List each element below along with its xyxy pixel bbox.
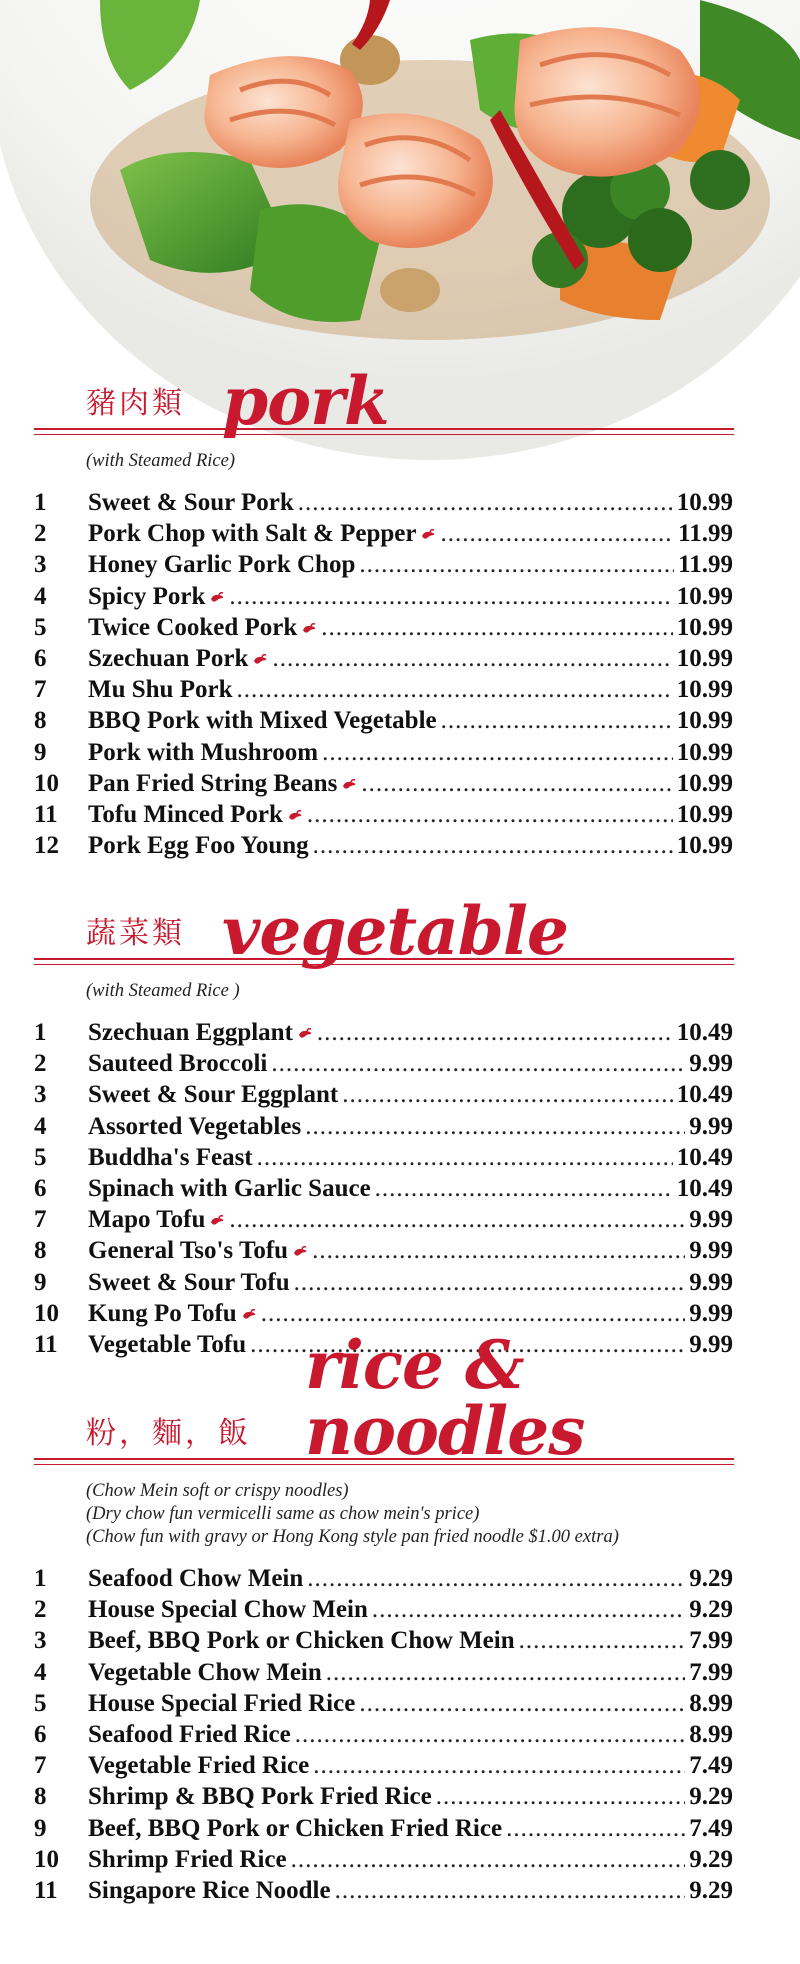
dot-leader xyxy=(359,1690,685,1718)
menu-item xyxy=(0,1079,800,1110)
dot-leader xyxy=(313,1752,685,1780)
chili-pepper-icon xyxy=(209,583,225,595)
item-number: 10 xyxy=(34,1845,59,1873)
item-number: 2 xyxy=(34,1596,47,1624)
item-price: 9.99 xyxy=(689,1330,733,1358)
item-number: 11 xyxy=(34,1876,58,1904)
item-price: 9.99 xyxy=(689,1237,733,1265)
item-line xyxy=(88,1144,733,1172)
item-line xyxy=(88,707,733,735)
menu-item xyxy=(0,1017,800,1048)
menu-item xyxy=(0,1750,800,1781)
dot-leader xyxy=(305,1113,685,1141)
item-number: 4 xyxy=(34,1112,47,1140)
item-number: 4 xyxy=(34,582,47,610)
item-price: 10.99 xyxy=(676,489,733,516)
menu-item xyxy=(0,799,800,830)
item-number: 10 xyxy=(34,769,59,797)
item-line xyxy=(88,1690,733,1718)
item-line xyxy=(88,520,733,548)
item-number: 6 xyxy=(34,644,47,672)
chili-pepper-icon xyxy=(301,614,317,626)
item-number: 7 xyxy=(34,676,47,704)
item-name: Szechuan Eggplant xyxy=(88,1019,293,1046)
item-price: 7.49 xyxy=(689,1814,733,1842)
menu-section-vegetable xyxy=(0,890,800,1360)
item-line xyxy=(88,1565,733,1593)
item-number: 11 xyxy=(34,1330,58,1358)
dot-leader xyxy=(261,1300,686,1328)
item-number: 12 xyxy=(34,832,59,860)
item-line xyxy=(88,1877,733,1905)
dot-leader xyxy=(272,645,672,673)
chili-pepper-icon xyxy=(287,801,303,813)
item-price: 10.99 xyxy=(676,613,733,641)
item-number: 8 xyxy=(34,1237,47,1265)
item-name: Pan Fried String Beans xyxy=(88,769,338,797)
item-price: 10.99 xyxy=(676,707,733,735)
item-number: 10 xyxy=(34,1299,59,1327)
item-line xyxy=(88,1050,733,1078)
item-name: Kung Po Tofu xyxy=(88,1299,237,1327)
item-number: 1 xyxy=(34,1565,47,1592)
item-price: 11.99 xyxy=(678,551,733,579)
item-price: 10.99 xyxy=(676,738,733,766)
dot-leader xyxy=(361,770,672,798)
section-title-english: pork xyxy=(222,362,389,440)
menu-item-list xyxy=(0,1563,800,1906)
dot-leader xyxy=(257,1144,673,1172)
item-line xyxy=(88,583,733,611)
item-line xyxy=(88,1081,733,1109)
menu-item xyxy=(0,830,800,861)
item-line xyxy=(88,1783,733,1811)
item-price: 7.99 xyxy=(689,1627,733,1655)
menu-item xyxy=(0,768,800,799)
dot-leader xyxy=(326,1659,685,1687)
item-name: Pork Chop with Salt & Pepper xyxy=(88,520,417,548)
item-number: 4 xyxy=(34,1658,47,1686)
item-name: Vegetable Chow Mein xyxy=(88,1658,322,1686)
item-name: Beef, BBQ Pork or Chicken Fried Rice xyxy=(88,1814,503,1842)
menu-item-list xyxy=(0,1017,800,1360)
menu-item xyxy=(0,1142,800,1173)
section-note: (with Steamed Rice ) xyxy=(86,981,240,1001)
menu-item xyxy=(0,581,800,612)
menu-item xyxy=(0,1111,800,1142)
item-number: 9 xyxy=(34,738,47,766)
item-name: Seafood Fried Rice xyxy=(88,1720,291,1748)
dot-leader xyxy=(317,1019,673,1047)
dot-leader xyxy=(313,832,673,860)
item-line xyxy=(88,614,733,642)
menu-item xyxy=(0,1173,800,1204)
item-number: 5 xyxy=(34,1689,47,1717)
dot-leader xyxy=(307,1565,685,1593)
item-price: 9.99 xyxy=(689,1112,733,1140)
item-name: Beef, BBQ Pork or Chicken Chow Mein xyxy=(88,1627,515,1655)
item-price: 10.49 xyxy=(676,1174,733,1202)
item-name: Mu Shu Pork xyxy=(88,676,233,704)
item-line xyxy=(88,489,733,517)
item-number: 11 xyxy=(34,800,58,828)
section-note: (with Steamed Rice) xyxy=(86,451,235,471)
section-notes xyxy=(86,980,800,1003)
item-name: Honey Garlic Pork Chop xyxy=(88,551,356,579)
item-name: Vegetable Tofu xyxy=(88,1330,247,1358)
section-note: (Chow Mein soft or crispy noodles) xyxy=(86,1481,349,1501)
item-number: 9 xyxy=(34,1268,47,1296)
dot-leader xyxy=(436,1783,686,1811)
dot-leader xyxy=(375,1175,673,1203)
dot-leader xyxy=(291,1846,686,1874)
item-number: 8 xyxy=(34,707,47,735)
item-name: Sweet & Sour Eggplant xyxy=(88,1081,339,1109)
item-name: Seafood Chow Mein xyxy=(88,1565,304,1592)
menu-item xyxy=(0,737,800,768)
menu-item xyxy=(0,1563,800,1594)
dot-leader xyxy=(441,707,673,735)
item-name: House Special Fried Rice xyxy=(88,1689,356,1717)
item-line xyxy=(88,832,733,860)
item-price: 10.99 xyxy=(676,644,733,672)
section-divider xyxy=(34,428,734,435)
item-name: General Tso's Tofu xyxy=(88,1237,289,1265)
dot-leader xyxy=(440,520,674,548)
item-price: 9.99 xyxy=(689,1050,733,1078)
item-line xyxy=(88,770,733,798)
item-number: 5 xyxy=(34,613,47,641)
dot-leader xyxy=(342,1081,672,1109)
item-price: 10.99 xyxy=(676,769,733,797)
item-price: 8.99 xyxy=(689,1689,733,1717)
item-name: House Special Chow Mein xyxy=(88,1596,368,1624)
section-notes xyxy=(86,1480,800,1549)
item-line xyxy=(88,1752,733,1780)
item-price: 8.99 xyxy=(689,1720,733,1748)
dot-leader xyxy=(312,1237,685,1265)
item-price: 11.99 xyxy=(678,520,733,548)
item-price: 9.29 xyxy=(689,1565,733,1592)
item-line xyxy=(88,1300,733,1328)
item-price: 9.99 xyxy=(689,1299,733,1327)
item-line xyxy=(88,1113,733,1141)
item-line xyxy=(88,1846,733,1874)
item-name: Singapore Rice Noodle xyxy=(88,1876,331,1904)
item-price: 10.49 xyxy=(676,1081,733,1109)
item-price: 10.99 xyxy=(676,676,733,704)
dot-leader xyxy=(295,1721,686,1749)
item-name: Sweet & Sour Tofu xyxy=(88,1268,290,1296)
section-note: (Dry chow fun vermicelli same as chow mein's price) xyxy=(86,1504,480,1524)
menu-item xyxy=(0,1235,800,1266)
item-name: Sauteed Broccoli xyxy=(88,1050,268,1078)
chili-pepper-icon xyxy=(292,1237,308,1249)
item-line xyxy=(88,1237,733,1265)
menu-item xyxy=(0,1594,800,1625)
item-price: 9.99 xyxy=(689,1206,733,1234)
item-number: 9 xyxy=(34,1814,47,1842)
dot-leader xyxy=(298,489,673,517)
item-line xyxy=(88,1627,733,1655)
item-name: Assorted Vegetables xyxy=(88,1112,302,1140)
menu-item xyxy=(0,518,800,549)
menu-item xyxy=(0,1204,800,1235)
menu-item xyxy=(0,643,800,674)
item-price: 10.49 xyxy=(676,1143,733,1171)
chili-pepper-icon xyxy=(209,1206,225,1218)
item-number: 3 xyxy=(34,1627,47,1655)
item-number: 6 xyxy=(34,1174,47,1202)
dot-leader xyxy=(359,551,674,579)
item-price: 9.29 xyxy=(689,1876,733,1904)
item-name: Pork Egg Foo Young xyxy=(88,832,309,860)
chili-pepper-icon xyxy=(341,770,357,782)
item-line xyxy=(88,551,733,579)
item-number: 7 xyxy=(34,1752,47,1780)
item-line xyxy=(88,739,733,767)
item-number: 3 xyxy=(34,551,47,579)
item-price: 9.29 xyxy=(689,1845,733,1873)
dot-leader xyxy=(506,1815,685,1843)
item-number: 3 xyxy=(34,1081,47,1109)
item-name: BBQ Pork with Mixed Vegetable xyxy=(88,707,437,735)
menu-item xyxy=(0,1844,800,1875)
menu-item xyxy=(0,1813,800,1844)
menu-item xyxy=(0,1875,800,1906)
item-price: 9.29 xyxy=(689,1783,733,1811)
item-name: Buddha's Feast xyxy=(88,1143,253,1171)
menu-item xyxy=(0,1781,800,1812)
section-title-chinese: 豬肉類 xyxy=(86,386,185,421)
dot-leader xyxy=(335,1877,686,1905)
item-name: Pork with Mushroom xyxy=(88,738,319,766)
item-number: 8 xyxy=(34,1783,47,1811)
menu-item xyxy=(0,1688,800,1719)
item-line xyxy=(88,1659,733,1687)
item-name: Spicy Pork xyxy=(88,582,206,610)
item-name: Twice Cooked Pork xyxy=(88,613,298,641)
item-number: 2 xyxy=(34,1050,47,1078)
dot-leader xyxy=(372,1596,685,1624)
chili-pepper-icon xyxy=(241,1300,257,1312)
item-line xyxy=(88,1815,733,1843)
menu-item xyxy=(0,487,800,518)
section-divider xyxy=(34,1458,734,1465)
item-number: 2 xyxy=(34,520,47,548)
item-price: 9.99 xyxy=(689,1268,733,1296)
item-price: 10.49 xyxy=(676,1019,733,1046)
item-name: Spinach with Garlic Sauce xyxy=(88,1174,371,1202)
section-title-chinese: 蔬菜類 xyxy=(86,916,185,951)
item-price: 10.99 xyxy=(676,832,733,860)
item-line xyxy=(88,1721,733,1749)
item-price: 7.99 xyxy=(689,1658,733,1686)
item-number: 6 xyxy=(34,1720,47,1748)
section-title-english: vegetable xyxy=(222,892,568,970)
dot-leader xyxy=(229,583,672,611)
item-number: 7 xyxy=(34,1206,47,1234)
item-name: Tofu Minced Pork xyxy=(88,800,283,828)
item-line xyxy=(88,1019,733,1047)
item-number: 5 xyxy=(34,1143,47,1171)
chili-pepper-icon xyxy=(252,645,268,657)
item-price: 10.99 xyxy=(676,800,733,828)
menu-item xyxy=(0,1657,800,1688)
dot-leader xyxy=(307,801,673,829)
menu-item xyxy=(0,1298,800,1329)
dot-leader xyxy=(236,676,672,704)
section-note: (Chow fun with gravy or Hong Kong style pan fried noodle $1.00 extra) xyxy=(86,1527,619,1547)
item-price: 7.49 xyxy=(689,1752,733,1780)
menu-item xyxy=(0,1625,800,1656)
section-title-chinese: 粉，麵，飯 xyxy=(86,1416,251,1451)
menu-item xyxy=(0,549,800,580)
item-line xyxy=(88,1206,733,1234)
chili-pepper-icon xyxy=(297,1019,313,1031)
dot-leader xyxy=(322,739,673,767)
menu-item-list xyxy=(0,487,800,861)
menu-item xyxy=(0,1048,800,1079)
chili-pepper-icon xyxy=(420,520,436,532)
menu-section-pork xyxy=(0,360,800,861)
item-number: 1 xyxy=(34,489,47,516)
item-number: 1 xyxy=(34,1019,47,1046)
menu-item xyxy=(0,705,800,736)
item-price: 10.99 xyxy=(676,582,733,610)
menu-item xyxy=(0,612,800,643)
item-line xyxy=(88,645,733,673)
item-price: 9.29 xyxy=(689,1596,733,1624)
item-name: Vegetable Fried Rice xyxy=(88,1752,310,1780)
item-line xyxy=(88,1269,733,1297)
section-notes xyxy=(86,450,800,473)
dot-leader xyxy=(229,1206,685,1234)
item-line xyxy=(88,676,733,704)
menu-item xyxy=(0,674,800,705)
item-name: Shrimp Fried Rice xyxy=(88,1845,287,1873)
item-name: Sweet & Sour Pork xyxy=(88,489,294,516)
section-title-english: rice & noodles xyxy=(305,1326,585,1470)
dot-leader xyxy=(519,1627,686,1655)
menu-item xyxy=(0,1267,800,1298)
item-line xyxy=(88,801,733,829)
dot-leader xyxy=(294,1269,686,1297)
dot-leader xyxy=(321,614,673,642)
dot-leader xyxy=(271,1050,685,1078)
section-divider xyxy=(34,958,734,965)
item-name: Mapo Tofu xyxy=(88,1206,206,1234)
item-line xyxy=(88,1175,733,1203)
menu-item xyxy=(0,1719,800,1750)
item-line xyxy=(88,1596,733,1624)
item-name: Shrimp & BBQ Pork Fried Rice xyxy=(88,1783,432,1811)
item-name: Szechuan Pork xyxy=(88,644,249,672)
